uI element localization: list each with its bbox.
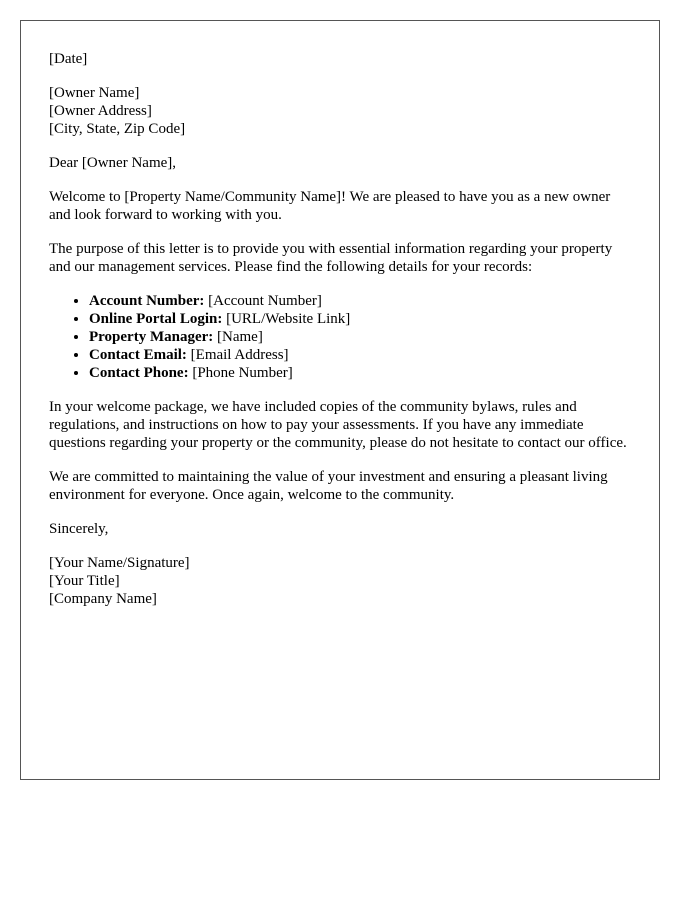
welcome-paragraph: Welcome to [Property Name/Community Name]! We are pleased to have you as a new owner and look forward to working with you. [49, 189, 611, 223]
detail-label: Account Number: [89, 293, 205, 309]
detail-value: [Phone Number] [188, 365, 293, 381]
detail-label: Online Portal Login: [89, 311, 223, 327]
closing: Sincerely, [49, 521, 109, 537]
signature-company: [Company Name] [49, 591, 157, 607]
recipient-address: [Owner Address] [49, 103, 152, 119]
detail-label: Contact Phone: [89, 365, 189, 381]
signature-block [49, 554, 631, 608]
recipient-city-state-zip: [City, State, Zip Code] [49, 121, 186, 137]
list-item [89, 310, 631, 328]
signature-name: [Your Name/Signature] [49, 555, 190, 571]
recipient-name: [Owner Name] [49, 85, 140, 101]
list-item [89, 328, 631, 346]
recipient-address-block [49, 84, 631, 138]
salutation: Dear [Owner Name], [49, 155, 177, 171]
signature-title: [Your Title] [49, 573, 120, 589]
detail-value: [Email Address] [186, 347, 289, 363]
detail-value: [URL/Website Link] [222, 311, 351, 327]
details-list [49, 292, 631, 382]
commitment-paragraph: We are committed to maintaining the value of your investment and ensuring a pleasant living environment for everyone. Once again, welcome to the community. [49, 469, 608, 503]
purpose-paragraph: The purpose of this letter is to provide you with essential information regarding your property and our management services. Please find the following details for your records: [49, 241, 613, 275]
detail-value: [Name] [213, 329, 263, 345]
letter-page [20, 20, 660, 780]
detail-label: Contact Email: [89, 347, 187, 363]
list-item [89, 364, 631, 382]
list-item [89, 346, 631, 364]
detail-value: [Account Number] [204, 293, 322, 309]
letter-date: [Date] [49, 51, 88, 67]
detail-label: Property Manager: [89, 329, 214, 345]
list-item [89, 292, 631, 310]
welcome-package-paragraph: In your welcome package, we have included copies of the community bylaws, rules and regulations, and instructions on how to pay your assessments. If you have any immediate questions regarding your property or the community, please do not hesitate to contact our office. [49, 399, 627, 451]
